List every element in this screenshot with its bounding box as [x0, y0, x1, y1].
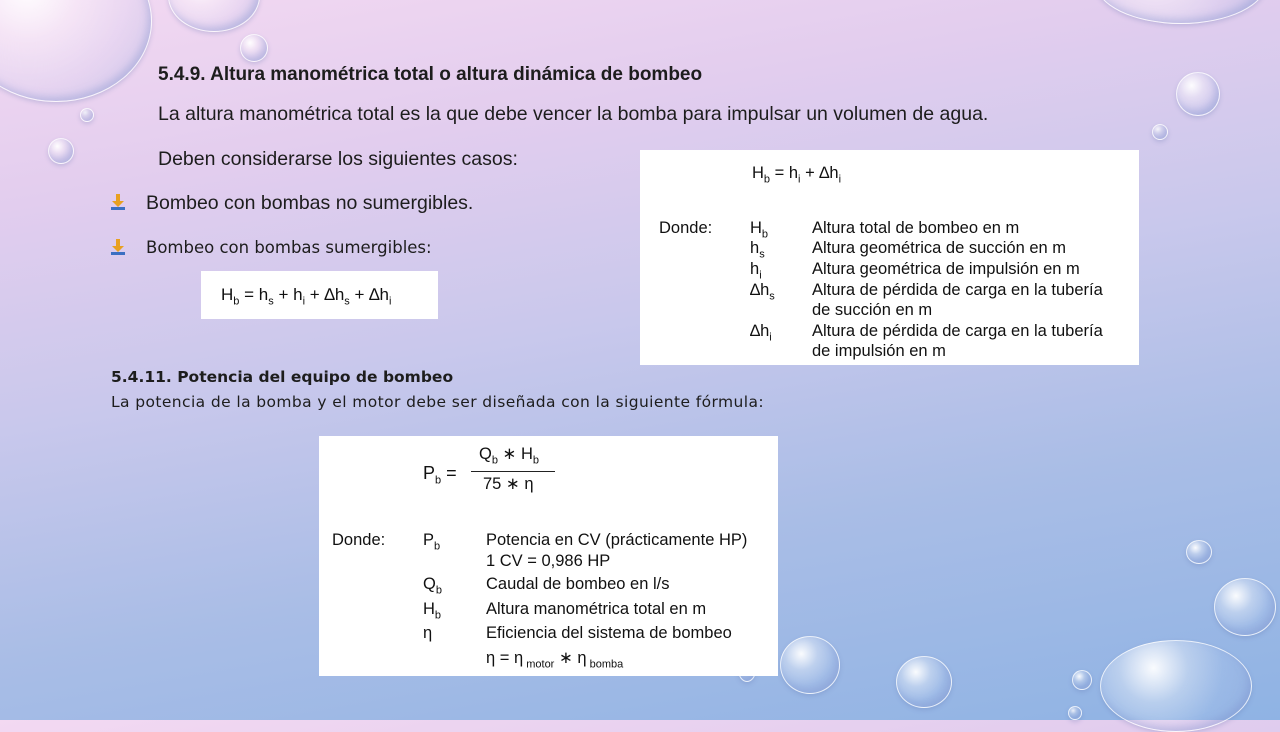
- symbol-description: Altura geométrica de succión en m: [812, 239, 1067, 257]
- decorative-bubble: [1095, 0, 1267, 24]
- symbol: η: [423, 624, 433, 642]
- decorative-bubble: [0, 0, 152, 102]
- intro-paragraph: La altura manométrica total es la que debe vencer la bomba para impulsar un volumen de agua.: [158, 103, 989, 125]
- symbol-description: Altura geométrica de impulsión en m: [812, 260, 1080, 278]
- formula-box-pump-power: [319, 436, 778, 676]
- symbol-description: Altura manométrica total en m: [486, 600, 707, 618]
- arrow-bullet-icon: [111, 194, 125, 210]
- arrow-bullet-icon: [111, 239, 125, 255]
- symbol-description-cont: de succión en m: [812, 301, 933, 319]
- formula-numerator: $Q_b$ ∗ $H_b$: [479, 445, 540, 467]
- decorative-bubble: [1186, 540, 1212, 564]
- decorative-bubble: [48, 138, 74, 164]
- decorative-bubble: [780, 636, 840, 694]
- symbol: $H_b$: [750, 219, 769, 241]
- symbol: $P_b$: [423, 531, 441, 553]
- symbol-description-cont: de impulsión en m: [812, 342, 946, 360]
- symbol-description: Eficiencia del sistema de bombeo: [486, 624, 732, 642]
- fraction-bar: [471, 471, 555, 472]
- formula-box-submersible: [201, 271, 438, 319]
- decorative-bubble: [1068, 706, 1082, 720]
- cases-intro: Deben considerarse los siguientes casos:: [158, 148, 518, 170]
- symbol: $h_i$: [750, 260, 762, 282]
- decorative-bubble: [80, 108, 94, 122]
- donde-label: Donde:: [332, 531, 386, 549]
- symbol-description: Altura de pérdida de carga en la tubería: [812, 322, 1103, 340]
- efficiency-formula: η = η $_{motor}$ ∗ η $_{bomba}$: [486, 649, 624, 671]
- symbol-description: Caudal de bombeo en l/s: [486, 575, 670, 593]
- section-title: 5.4.9. Altura manométrica total o altura dinámica de bombeo: [158, 64, 703, 85]
- formula-box-total-head: [640, 150, 1139, 365]
- formula-lhs: $P_b$ =: [423, 463, 457, 487]
- formula-equation: $H_b = h_i + \Delta h_i$: [752, 164, 842, 186]
- symbol: $\Delta h_s$: [750, 281, 775, 303]
- symbol-description: Altura total de bombeo en m: [812, 219, 1020, 237]
- donde-label: Donde:: [659, 219, 713, 237]
- decorative-bubble: [896, 656, 952, 708]
- decorative-bubble: [168, 0, 260, 32]
- symbol: $\Delta h_i$: [750, 322, 772, 344]
- decorative-bubble: [1100, 640, 1252, 732]
- decorative-bubble: [240, 34, 268, 62]
- decorative-bubble: [1214, 578, 1276, 636]
- decorative-bubble: [1152, 124, 1168, 140]
- decorative-bubble: [1072, 670, 1092, 690]
- symbol: $h_s$: [750, 239, 765, 261]
- decorative-bubble: [1176, 72, 1220, 116]
- symbol-description: Potencia en CV (prácticamente HP): [486, 531, 748, 549]
- symbol-description: Altura de pérdida de carga en la tubería: [812, 281, 1103, 299]
- bullet-item: Bombeo con bombas sumergibles:: [146, 238, 432, 257]
- symbol: $H_b$: [423, 600, 442, 622]
- formula-equation: $H_b = h_s + h_i + \Delta h_s + \Delta h_i$: [221, 285, 392, 308]
- bullet-item: Bombeo con bombas no sumergibles.: [146, 192, 474, 214]
- section-paragraph: La potencia de la bomba y el motor debe ser diseñada con la siguiente fórmula:: [111, 393, 764, 411]
- symbol: $Q_b$: [423, 575, 442, 597]
- symbol-description: 1 CV = 0,986 HP: [486, 552, 611, 570]
- formula-denominator: 75 ∗ η: [483, 475, 534, 493]
- section-title: 5.4.11. Potencia del equipo de bombeo: [111, 368, 454, 386]
